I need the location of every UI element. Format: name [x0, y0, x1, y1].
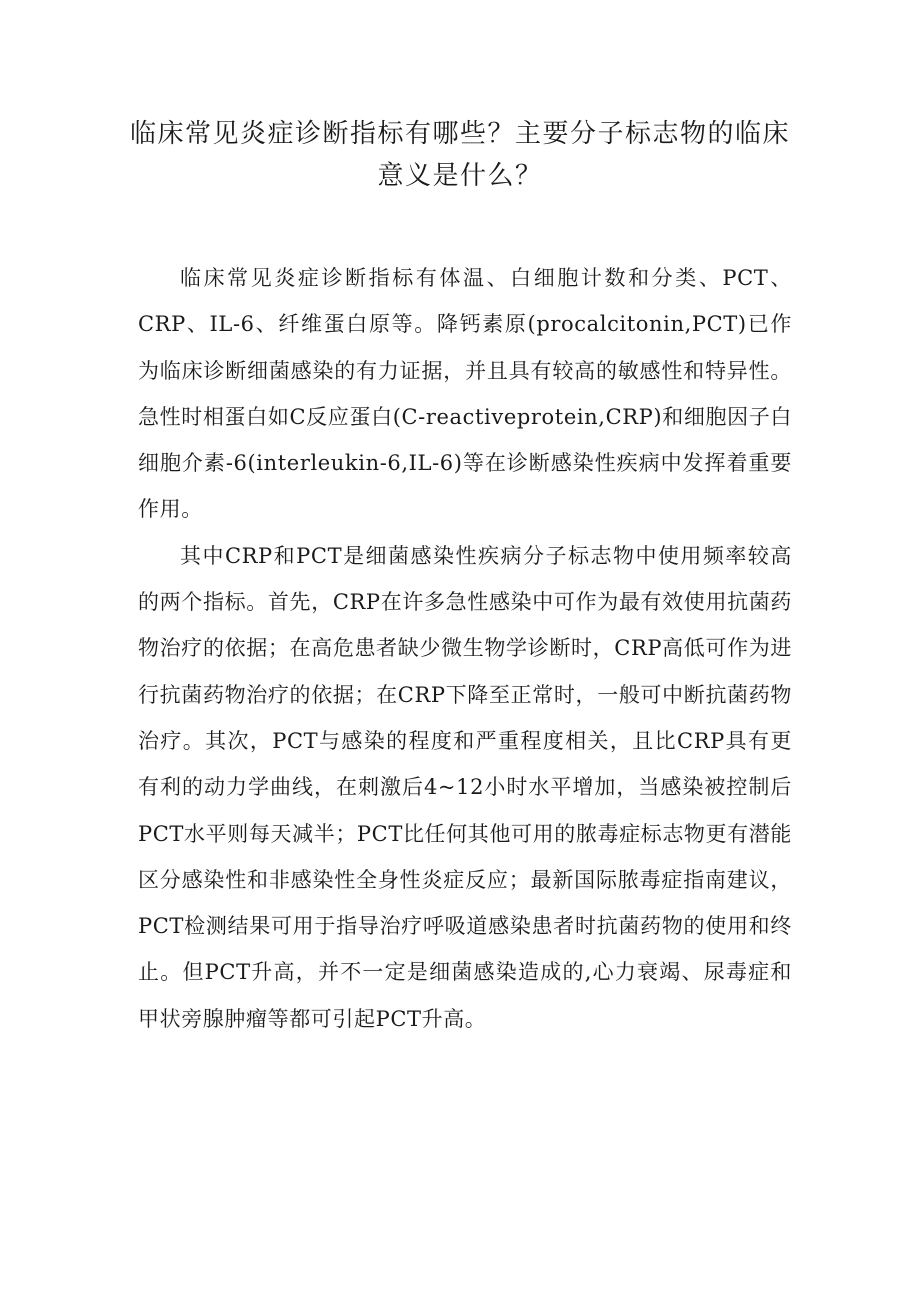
document-body	[138, 255, 792, 1042]
paragraph-1: 临床常见炎症诊断指标有体温、白细胞计数和分类、PCT、CRP、IL-6、纤维蛋白原等。降钙素原(procalcitonin,PCT)已作为临床诊断细菌感染的有力证据，并且具有较高的敏感性和特异性。急性时相蛋白如C反应蛋白(C-reactiveprotein,CRP)和细胞因子白细胞介素-6(interleukin-6,IL-6)等在诊断感染性疾病中发挥着重要作用。	[138, 266, 792, 522]
paragraph-2: 其中CRP和PCT是细菌感染性疾病分子标志物中使用频率较高的两个指标。首先，CRP在许多急性感染中可作为最有效使用抗菌药物治疗的依据；在高危患者缺少微生物学诊断时，CRP高低可作为进行抗菌药物治疗的依据；在CRP下降至正常时，一般可中断抗菌药物治疗。其次，PCT与感染的程度和严重程度相关，且比CRP具有更有利的动力学曲线，在刺激后4~12小时水平增加，当感染被控制后PCT水平则每天减半；PCT比任何其他可用的脓毒症标志物更有潜能区分感染性和非感染性全身性炎症反应；最新国际脓毒症指南建议，PCT检测结果可用于指导治疗呼吸道感染患者时抗菌药物的使用和终止。但PCT升高，并不一定是细菌感染造成的,心力衰竭、尿毒症和甲状旁腺肿瘤等都可引起PCT升高。	[138, 543, 792, 1031]
document-title: 临床常见炎症诊断指标有哪些？主要分子标志物的临床意义是什么？	[129, 119, 790, 191]
